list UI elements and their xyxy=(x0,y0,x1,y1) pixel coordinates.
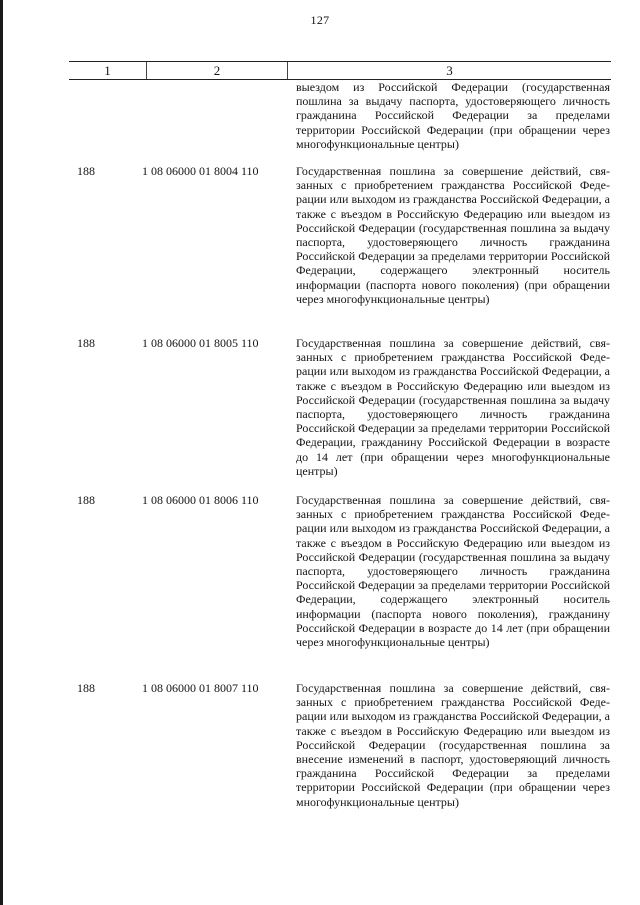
admin-code: 188 xyxy=(77,493,95,507)
kbk-code: 1 08 06000 01 8007 110 xyxy=(142,681,259,695)
admin-code: 188 xyxy=(77,164,95,178)
header-col-1: 1 xyxy=(104,63,111,78)
kbk-code: 1 08 06000 01 8004 110 xyxy=(142,164,259,178)
header-col-3: 3 xyxy=(446,63,453,78)
admin-code: 188 xyxy=(77,336,95,350)
page-number: 127 xyxy=(310,13,330,27)
header-col-2: 2 xyxy=(213,63,221,78)
kbk-code: 1 08 06000 01 8006 110 xyxy=(142,493,259,507)
row-description: Государственная пошлина за совершение действий, связанных с приобретением гражданства Российской Федерации или выходом из гражданства Российской Федерации, а также с въездом в Российскую Федерацию или выездом из Российской Федерации (государственная пошлина за выдачу паспорта, удостоверяющего личность гражданина Российской Федерации за пределами территории Российской Федерации, содержащего электронный носитель информации (паспорта нового поколения), гражданину Российской Федерации в возрасте до 14 лет (при обращении через многофункциональные центры) xyxy=(296,493,610,650)
row-description: выездом из Российской Федерации (государственная пошлина за выдачу паспорта, удостоверяющего личность гражданина Российской Федерации за пределами территории Российской Федерации (при обращении через многофункциональные центры) xyxy=(296,80,610,151)
row-description: Государственная пошлина за совершение действий, связанных с приобретением гражданства Российской Федерации или выходом из гражданства Российской Федерации, а также с въездом в Российскую Федерацию или выездом из Российской Федерации (государственная пошлина за внесение изменений в паспорт, удостоверяющий личность гражданина Российской Федерации за пределами территории Российской Федерации (при обращении через многофункциональные центры) xyxy=(296,681,610,809)
kbk-code: 1 08 06000 01 8005 110 xyxy=(142,336,259,350)
row-description: Государственная пошлина за совершение действий, связанных с приобретением гражданства Российской Федерации или выходом из гражданства Российской Федерации, а также с въездом в Российскую Федерацию или выездом из Российской Федерации (государственная пошлина за выдачу паспорта, удостоверяющего личность гражданина Российской Федерации за пределами территории Российской Федерации, содержащего электронный носитель информации (паспорта нового поколения) (при обращении через многофункциональные центры) xyxy=(296,164,610,306)
row-description: Государственная пошлина за совершение действий, связанных с приобретением гражданства Российской Федерации или выходом из гражданства Российской Федерации, а также с въездом в Российскую Федерацию или выездом из Российской Федерации (государственная пошлина за выдачу паспорта, удостоверяющего личность гражданина Российской Федерации за пределами территории Российской Федерации, гражданину Российской Федерации в возрасте до 14 лет (при обращении через многофункциональные центры) xyxy=(296,336,610,478)
table-header xyxy=(69,61,611,80)
scan-edge xyxy=(0,0,3,905)
admin-code: 188 xyxy=(77,681,95,695)
